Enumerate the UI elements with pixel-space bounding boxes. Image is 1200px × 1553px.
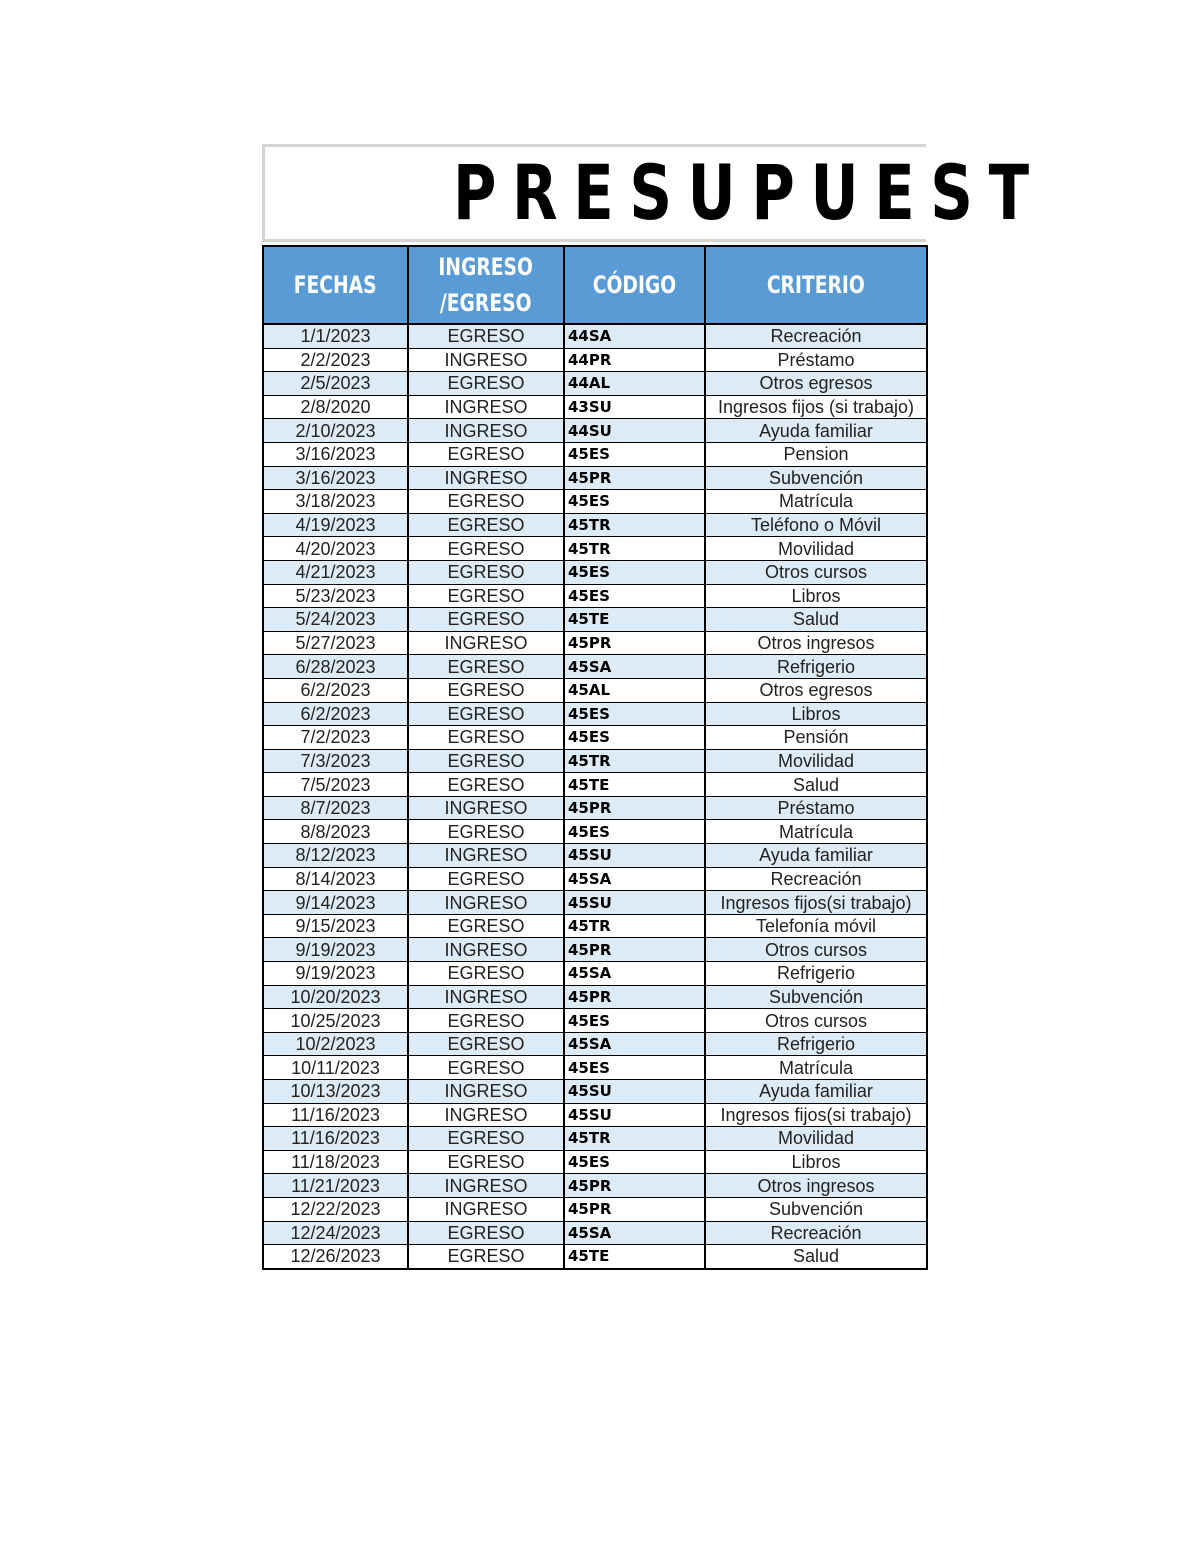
tipo-cell: EGRESO [408, 726, 564, 750]
fecha-cell: 11/16/2023 [263, 1103, 408, 1127]
tipo-cell: EGRESO [408, 655, 564, 679]
criterio-cell: Ayuda familiar [705, 1080, 927, 1104]
tipo-cell: INGRESO [408, 1174, 564, 1198]
codigo-cell: 45SU [564, 891, 705, 915]
table-row [263, 584, 927, 608]
codigo-cell: 45SA [564, 655, 705, 679]
criterio-cell: Refrigerio [705, 655, 927, 679]
tipo-cell: EGRESO [408, 537, 564, 561]
fecha-cell: 6/2/2023 [263, 678, 408, 702]
codigo-cell: 45ES [564, 584, 705, 608]
codigo-cell: 43SU [564, 395, 705, 419]
tipo-cell: EGRESO [408, 678, 564, 702]
codigo-cell: 45SU [564, 1103, 705, 1127]
criterio-cell: Recreación [705, 867, 927, 891]
codigo-cell: 45ES [564, 726, 705, 750]
fecha-cell: 8/8/2023 [263, 820, 408, 844]
codigo-cell: 45SU [564, 844, 705, 868]
codigo-cell: 45TR [564, 914, 705, 938]
table-row [263, 678, 927, 702]
fecha-cell: 10/11/2023 [263, 1056, 408, 1080]
codigo-cell: 45TE [564, 608, 705, 632]
tipo-cell: INGRESO [408, 395, 564, 419]
fecha-cell: 8/7/2023 [263, 796, 408, 820]
criterio-cell: Subvención [705, 1197, 927, 1221]
table-row [263, 844, 927, 868]
criterio-cell: Libros [705, 584, 927, 608]
table-row [263, 1174, 927, 1198]
tipo-cell: EGRESO [408, 1221, 564, 1245]
fecha-cell: 5/23/2023 [263, 584, 408, 608]
fecha-cell: 12/24/2023 [263, 1221, 408, 1245]
fecha-cell: 3/16/2023 [263, 442, 408, 466]
criterio-cell: Ayuda familiar [705, 419, 927, 443]
tipo-cell: INGRESO [408, 985, 564, 1009]
tipo-cell: EGRESO [408, 749, 564, 773]
criterio-cell: Pensión [705, 726, 927, 750]
fecha-cell: 10/20/2023 [263, 985, 408, 1009]
tipo-cell: INGRESO [408, 796, 564, 820]
codigo-cell: 45PR [564, 938, 705, 962]
fecha-cell: 1/1/2023 [263, 324, 408, 348]
table-row [263, 324, 927, 348]
table-row [263, 914, 927, 938]
fecha-cell: 6/2/2023 [263, 702, 408, 726]
table-row [263, 1056, 927, 1080]
tipo-cell: EGRESO [408, 1056, 564, 1080]
tipo-cell: EGRESO [408, 608, 564, 632]
codigo-cell: 45PR [564, 466, 705, 490]
codigo-cell: 45PR [564, 1174, 705, 1198]
criterio-cell: Préstamo [705, 348, 927, 372]
criterio-cell: Ingresos fijos(si trabajo) [705, 1103, 927, 1127]
table-row [263, 537, 927, 561]
fecha-cell: 12/26/2023 [263, 1245, 408, 1269]
fecha-cell: 8/12/2023 [263, 844, 408, 868]
codigo-cell: 45SA [564, 962, 705, 986]
fecha-cell: 9/15/2023 [263, 914, 408, 938]
criterio-cell: Ayuda familiar [705, 844, 927, 868]
codigo-cell: 45ES [564, 1009, 705, 1033]
header-ingreso-egreso: INGRESO /EGRESO [408, 246, 564, 324]
tipo-cell: INGRESO [408, 1197, 564, 1221]
table-row [263, 1197, 927, 1221]
codigo-cell: 45TR [564, 749, 705, 773]
tipo-cell: INGRESO [408, 1080, 564, 1104]
fecha-cell: 10/13/2023 [263, 1080, 408, 1104]
table-row [263, 773, 927, 797]
codigo-cell: 45SA [564, 867, 705, 891]
table-row [263, 962, 927, 986]
table-row [263, 1103, 927, 1127]
table-row [263, 560, 927, 584]
table-row [263, 466, 927, 490]
criterio-cell: Libros [705, 702, 927, 726]
tipo-cell: INGRESO [408, 348, 564, 372]
codigo-cell: 45PR [564, 985, 705, 1009]
page-title: PRESUPUEST [453, 148, 1045, 237]
table-row [263, 820, 927, 844]
criterio-cell: Otros ingresos [705, 631, 927, 655]
table-row [263, 1221, 927, 1245]
tipo-cell: EGRESO [408, 962, 564, 986]
codigo-cell: 45ES [564, 1056, 705, 1080]
codigo-cell: 45ES [564, 1150, 705, 1174]
fecha-cell: 9/19/2023 [263, 962, 408, 986]
fecha-cell: 4/20/2023 [263, 537, 408, 561]
criterio-cell: Pension [705, 442, 927, 466]
codigo-cell: 45SU [564, 1080, 705, 1104]
fecha-cell: 6/28/2023 [263, 655, 408, 679]
fecha-cell: 10/2/2023 [263, 1032, 408, 1056]
codigo-cell: 45TE [564, 773, 705, 797]
header-codigo: CÓDIGO [564, 246, 705, 324]
table-row [263, 891, 927, 915]
fecha-cell: 5/27/2023 [263, 631, 408, 655]
table-row [263, 348, 927, 372]
criterio-cell: Otros egresos [705, 372, 927, 396]
codigo-cell: 45ES [564, 820, 705, 844]
tipo-cell: EGRESO [408, 914, 564, 938]
tipo-cell: EGRESO [408, 1245, 564, 1269]
codigo-cell: 45PR [564, 631, 705, 655]
tipo-cell: EGRESO [408, 560, 564, 584]
tipo-cell: EGRESO [408, 773, 564, 797]
fecha-cell: 2/10/2023 [263, 419, 408, 443]
fecha-cell: 2/5/2023 [263, 372, 408, 396]
table-row [263, 1245, 927, 1269]
table-row [263, 513, 927, 537]
fecha-cell: 8/14/2023 [263, 867, 408, 891]
title-box [262, 144, 1045, 242]
criterio-cell: Subvención [705, 985, 927, 1009]
fecha-cell: 11/18/2023 [263, 1150, 408, 1174]
codigo-cell: 45SA [564, 1032, 705, 1056]
tipo-cell: EGRESO [408, 490, 564, 514]
table-row [263, 1080, 927, 1104]
tipo-cell: EGRESO [408, 1032, 564, 1056]
fecha-cell: 4/21/2023 [263, 560, 408, 584]
table-row [263, 985, 927, 1009]
table-row [263, 1032, 927, 1056]
table-row [263, 419, 927, 443]
criterio-cell: Préstamo [705, 796, 927, 820]
codigo-cell: 44PR [564, 348, 705, 372]
criterio-cell: Libros [705, 1150, 927, 1174]
fecha-cell: 10/25/2023 [263, 1009, 408, 1033]
tipo-cell: INGRESO [408, 1103, 564, 1127]
fecha-cell: 12/22/2023 [263, 1197, 408, 1221]
criterio-cell: Salud [705, 1245, 927, 1269]
tipo-cell: EGRESO [408, 324, 564, 348]
criterio-cell: Movilidad [705, 1127, 927, 1151]
tipo-cell: EGRESO [408, 702, 564, 726]
tipo-cell: INGRESO [408, 938, 564, 962]
codigo-cell: 45TR [564, 537, 705, 561]
fecha-cell: 7/5/2023 [263, 773, 408, 797]
codigo-cell: 45PR [564, 796, 705, 820]
criterio-cell: Refrigerio [705, 1032, 927, 1056]
criterio-cell: Teléfono o Móvil [705, 513, 927, 537]
tipo-cell: EGRESO [408, 372, 564, 396]
criterio-cell: Otros egresos [705, 678, 927, 702]
table-row [263, 631, 927, 655]
criterio-cell: Subvención [705, 466, 927, 490]
table-row [263, 749, 927, 773]
criterio-cell: Telefonía móvil [705, 914, 927, 938]
criterio-cell: Otros ingresos [705, 1174, 927, 1198]
table-row [263, 1009, 927, 1033]
fecha-cell: 4/19/2023 [263, 513, 408, 537]
codigo-cell: 44AL [564, 372, 705, 396]
tipo-cell: EGRESO [408, 513, 564, 537]
table-row [263, 1150, 927, 1174]
table-row [263, 796, 927, 820]
codigo-cell: 45AL [564, 678, 705, 702]
criterio-cell: Matrícula [705, 1056, 927, 1080]
criterio-cell: Ingresos fijos(si trabajo) [705, 891, 927, 915]
budget-table [262, 245, 928, 1270]
tipo-cell: EGRESO [408, 1127, 564, 1151]
criterio-cell: Recreación [705, 324, 927, 348]
tipo-cell: EGRESO [408, 820, 564, 844]
fecha-cell: 2/8/2020 [263, 395, 408, 419]
fecha-cell: 9/14/2023 [263, 891, 408, 915]
fecha-cell: 7/2/2023 [263, 726, 408, 750]
criterio-cell: Salud [705, 608, 927, 632]
table-row [263, 372, 927, 396]
fecha-cell: 3/16/2023 [263, 466, 408, 490]
tipo-cell: INGRESO [408, 631, 564, 655]
criterio-cell: Movilidad [705, 537, 927, 561]
fecha-cell: 11/16/2023 [263, 1127, 408, 1151]
criterio-cell: Refrigerio [705, 962, 927, 986]
criterio-cell: Movilidad [705, 749, 927, 773]
fecha-cell: 7/3/2023 [263, 749, 408, 773]
criterio-cell: Otros cursos [705, 560, 927, 584]
codigo-cell: 45ES [564, 702, 705, 726]
codigo-cell: 45PR [564, 1197, 705, 1221]
tipo-cell: EGRESO [408, 442, 564, 466]
criterio-cell: Salud [705, 773, 927, 797]
codigo-cell: 45TR [564, 1127, 705, 1151]
fecha-cell: 2/2/2023 [263, 348, 408, 372]
tipo-cell: EGRESO [408, 584, 564, 608]
table-row [263, 867, 927, 891]
codigo-cell: 45ES [564, 442, 705, 466]
criterio-cell: Matrícula [705, 490, 927, 514]
tipo-cell: EGRESO [408, 867, 564, 891]
criterio-cell: Matrícula [705, 820, 927, 844]
header-criterio: CRITERIO [705, 246, 927, 324]
codigo-cell: 44SA [564, 324, 705, 348]
criterio-cell: Otros cursos [705, 1009, 927, 1033]
tipo-cell: INGRESO [408, 419, 564, 443]
table-row [263, 726, 927, 750]
table-row [263, 702, 927, 726]
fecha-cell: 9/19/2023 [263, 938, 408, 962]
table-row [263, 608, 927, 632]
codigo-cell: 45TR [564, 513, 705, 537]
fecha-cell: 5/24/2023 [263, 608, 408, 632]
header-row [263, 246, 927, 324]
tipo-cell: INGRESO [408, 466, 564, 490]
fecha-cell: 3/18/2023 [263, 490, 408, 514]
tipo-cell: EGRESO [408, 1150, 564, 1174]
budget-sheet [262, 144, 1045, 1270]
codigo-cell: 44SU [564, 419, 705, 443]
codigo-cell: 45ES [564, 490, 705, 514]
criterio-cell: Otros cursos [705, 938, 927, 962]
table-row [263, 655, 927, 679]
tipo-cell: INGRESO [408, 844, 564, 868]
fecha-cell: 11/21/2023 [263, 1174, 408, 1198]
table-row [263, 395, 927, 419]
criterio-cell: Recreación [705, 1221, 927, 1245]
criterio-cell: Ingresos fijos (si trabajo) [705, 395, 927, 419]
codigo-cell: 45TE [564, 1245, 705, 1269]
table-body [263, 324, 927, 1269]
table-row [263, 1127, 927, 1151]
tipo-cell: EGRESO [408, 1009, 564, 1033]
tipo-cell: INGRESO [408, 891, 564, 915]
table-row [263, 442, 927, 466]
codigo-cell: 45SA [564, 1221, 705, 1245]
table-row [263, 490, 927, 514]
header-fechas: FECHAS [263, 246, 408, 324]
table-row [263, 938, 927, 962]
codigo-cell: 45ES [564, 560, 705, 584]
